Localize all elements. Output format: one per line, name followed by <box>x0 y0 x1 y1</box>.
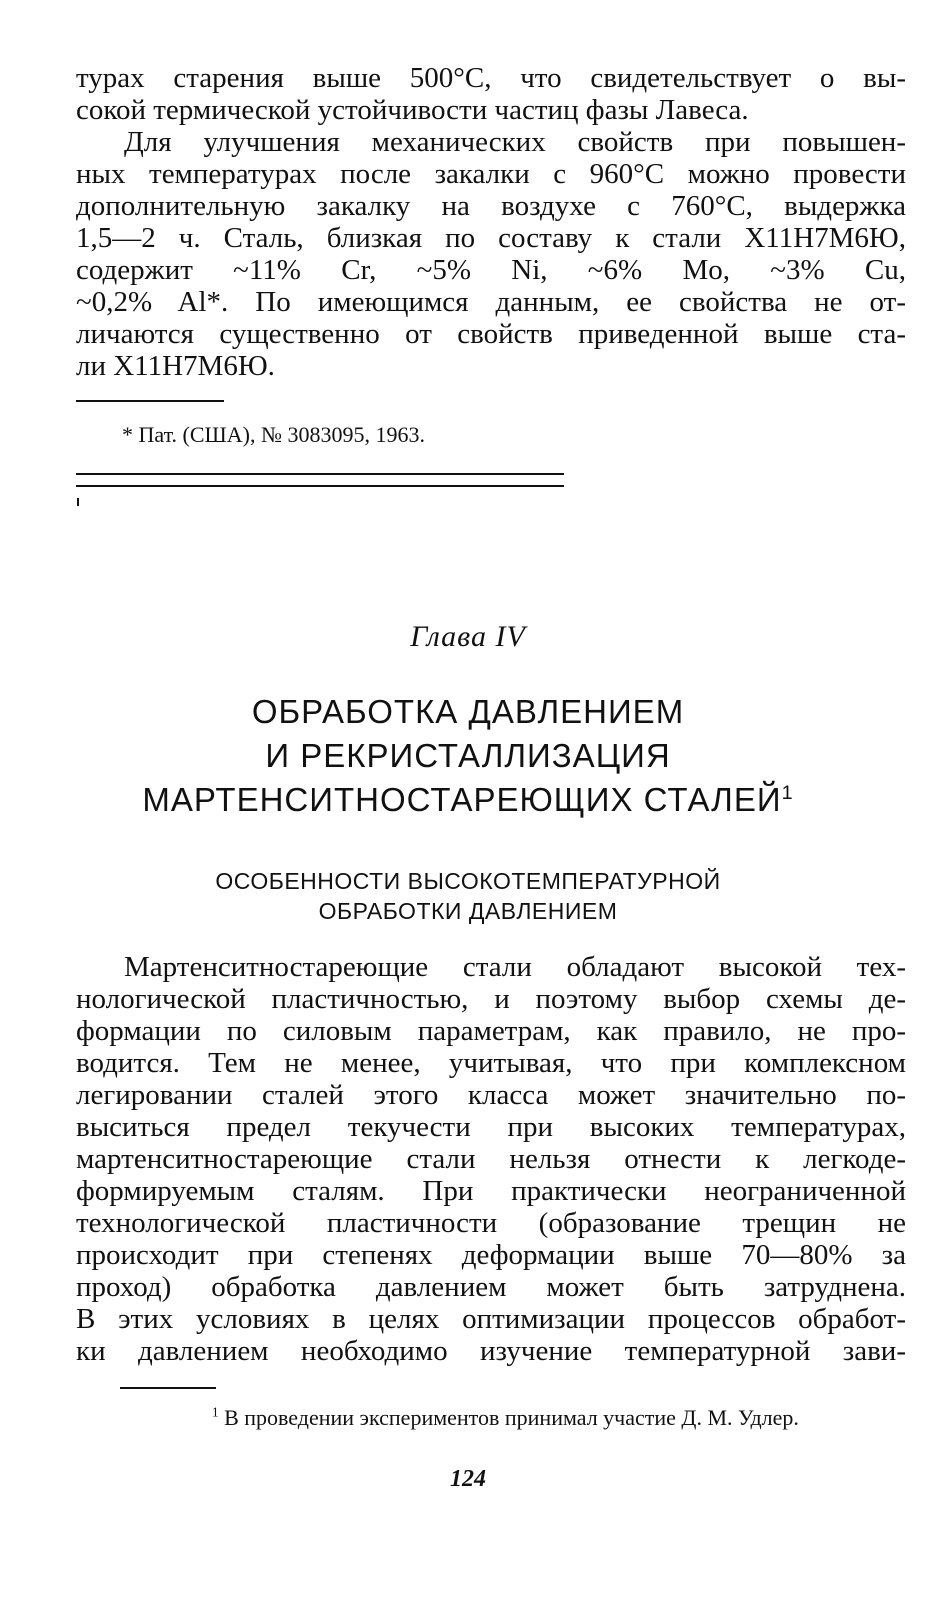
footnote-mark: 1 <box>212 1404 219 1420</box>
text-line: ~0,2% Al*. По имеющимся данным, ее свойства не от- <box>76 286 906 318</box>
chapter-title-line: И РЕКРИСТАЛЛИЗАЦИЯ <box>265 737 671 774</box>
text-line: дополнительную закалку на воздухе с 760°С, выдержка <box>76 190 906 222</box>
text-line: формации по силовым параметрам, как правило, не про- <box>76 1015 906 1047</box>
chapter-separator <box>76 473 564 487</box>
footnote-divider <box>76 400 224 402</box>
section-title-line: ОСОБЕННОСТИ ВЫСОКОТЕМПЕРАТУРНОЙ <box>215 868 721 894</box>
text-line: нологической пластичностью, и поэтому выбор схемы де- <box>76 983 906 1015</box>
top-text-block <box>76 62 906 448</box>
footnote-text: В проведении экспериментов принимал участие Д. М. Удлер. <box>218 1405 799 1430</box>
separator-tick <box>77 498 79 506</box>
footnote-divider <box>120 1387 216 1389</box>
paragraph-steel-treatment <box>76 126 906 382</box>
footnote-experiments <box>212 1405 906 1431</box>
text-line: происходит при степенях деформации выше 70—80% за <box>76 1239 906 1271</box>
text-line: 1,5—2 ч. Сталь, близкая по составу к стали Х11Н7М6Ю, <box>76 222 906 254</box>
text-line: водится. Тем не менее, учитывая, что при комплексном <box>76 1047 906 1079</box>
chapter-title <box>0 690 936 822</box>
text-line: личаются существенно от свойств приведенной выше ста- <box>76 318 906 350</box>
chapter-title-line-last <box>0 778 936 822</box>
chapter-title-text: МАРТЕНСИТНОСТАРЕЮЩИХ СТАЛЕЙ <box>142 781 782 818</box>
separator-line <box>76 473 564 475</box>
separator-line <box>76 485 564 487</box>
footnote-mark: 1 <box>781 782 794 804</box>
paragraph-continuation <box>76 62 906 126</box>
section-title <box>0 866 936 926</box>
text-line: ки давлением необходимо изучение температурной зави- <box>76 1335 906 1367</box>
text-line: турах старения выше 500°С, что свидетельствует о вы- <box>76 62 906 94</box>
chapter-title-line: ОБРАБОТКА ДАВЛЕНИЕМ <box>251 693 685 730</box>
text-line: В этих условиях в целях оптимизации процессов обработ- <box>76 1303 906 1335</box>
text-line: легировании сталей этого класса может значительно по- <box>76 1079 906 1111</box>
text-line: ных температурах после закалки с 960°С можно провести <box>76 158 906 190</box>
footnote-patent: * Пат. (США), № 3083095, 1963. <box>122 422 425 447</box>
chapter-body <box>76 951 906 1431</box>
chapter-label: Глава IV <box>410 620 526 653</box>
text-line: технологической пластичности (образование трещин не <box>76 1207 906 1239</box>
section-title-line: ОБРАБОТКИ ДАВЛЕНИЕМ <box>318 898 618 924</box>
text-line: мартенситностареющие стали нельзя отнести к легкоде- <box>76 1143 906 1175</box>
text-line: проход) обработка давлением может быть затруднена. <box>76 1271 906 1303</box>
paragraph-intro <box>76 951 906 1367</box>
text-line: сокой термической устойчивости частиц фазы Лавеса. <box>76 94 749 126</box>
page-number: 124 <box>450 1466 486 1492</box>
text-line: формируемым сталям. При практически неограниченной <box>76 1175 906 1207</box>
text-line: содержит ~11% Cr, ~5% Ni, ~6% Mo, ~3% Cu, <box>76 254 906 286</box>
text-line: ли Х11Н7М6Ю. <box>76 350 275 382</box>
text-line: Для улучшения механических свойств при повышен- <box>124 126 906 158</box>
text-line: Мартенситностареющие стали обладают высокой тех- <box>124 951 906 983</box>
text-line: выситься предел текучести при высоких температурах, <box>76 1111 906 1143</box>
